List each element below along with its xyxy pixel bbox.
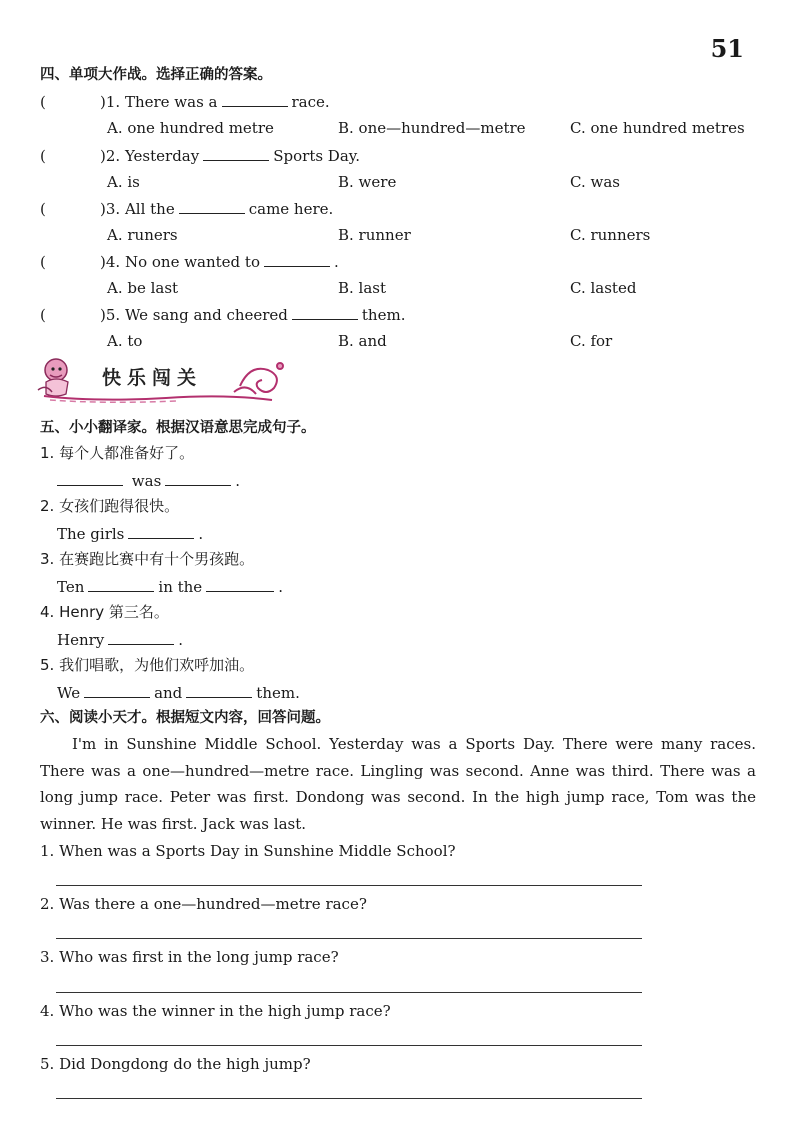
fill-blank[interactable] (108, 630, 174, 645)
option-c[interactable]: C. runners (570, 226, 651, 244)
mc-question-5: ( )5. We sang and cheered them. (40, 306, 406, 324)
reading-passage: I'm in Sunshine Middle School. Yesterday was a Sports Day. There were many races. There was a one—hundred—metre race. Lingling was second. Anne was third. There was a long jump race. Peter was first. Dondong was second. In the high jump race, Tom was the winner. He was first. Jack was last. (40, 735, 756, 833)
option-c[interactable]: C. one hundred metres (570, 119, 745, 137)
option-a[interactable]: A. to (107, 332, 143, 350)
fill-blank[interactable] (186, 683, 252, 698)
mc-question-1: ( )1. There was a race. (40, 93, 330, 111)
mc-question-3: ( )3. All the came here. (40, 200, 334, 218)
fill-blank[interactable] (165, 471, 231, 486)
option-c[interactable]: C. for (570, 332, 613, 350)
reading-question-1: 1. When was a Sports Day in Sunshine Middle School? (40, 842, 456, 860)
option-b[interactable]: B. were (338, 173, 397, 191)
happy-level-banner (36, 356, 288, 404)
reading-question-5: 5. Did Dongdong do the high jump? (40, 1055, 311, 1073)
translation-answer-4: Henry . (57, 631, 184, 649)
fill-blank[interactable] (222, 92, 288, 107)
page-number: 51 (710, 34, 744, 63)
answer-line-1[interactable] (56, 885, 642, 886)
option-c[interactable]: C. lasted (570, 279, 637, 297)
answer-line-2[interactable] (56, 938, 642, 939)
fill-blank[interactable] (88, 577, 154, 592)
option-b[interactable]: B. one—hundred—metre (338, 119, 526, 137)
fill-blank[interactable] (179, 199, 245, 214)
reading-question-2: 2. Was there a one—hundred—metre race? (40, 895, 367, 913)
translation-answer-5: We and them. (57, 684, 300, 702)
translation-answer-3: Ten in the . (57, 578, 283, 596)
translation-prompt-2: 2. 女孩们跑得很快。 (40, 497, 180, 515)
option-a[interactable]: A. be last (107, 279, 179, 297)
answer-line-3[interactable] (56, 992, 642, 993)
option-b[interactable]: B. and (338, 332, 387, 350)
fill-blank[interactable] (264, 252, 330, 267)
section4-heading: 四、单项大作战。选择正确的答案。 (40, 67, 272, 83)
reading-question-3: 3. Who was first in the long jump race? (40, 948, 339, 966)
translation-prompt-1: 1. 每个人都准备好了。 (40, 444, 195, 462)
option-a[interactable]: A. is (107, 173, 140, 191)
answer-paren[interactable]: ( (40, 253, 46, 271)
cartoon-figure-icon (38, 359, 68, 396)
answer-line-4[interactable] (56, 1045, 642, 1046)
answer-paren[interactable]: ( (40, 306, 46, 324)
mc-question-2: ( )2. Yesterday Sports Day. (40, 147, 361, 165)
answer-line-5[interactable] (56, 1098, 642, 1099)
mc-question-4: ( )4. No one wanted to . (40, 253, 339, 271)
answer-paren[interactable]: ( (40, 200, 46, 218)
section5-heading: 五、小小翻译家。根据汉语意思完成句子。 (40, 420, 316, 436)
fill-blank[interactable] (128, 524, 194, 539)
answer-paren[interactable]: ( (40, 147, 46, 165)
fill-blank[interactable] (203, 146, 269, 161)
section6-heading: 六、阅读小天才。根据短文内容，回答问题。 (40, 710, 330, 726)
translation-answer-1: was . (57, 471, 240, 490)
translation-prompt-3: 3. 在赛跑比赛中有十个男孩跑。 (40, 550, 255, 568)
option-a[interactable]: A. one hundred metre (107, 119, 274, 137)
answer-paren[interactable]: ( (40, 93, 46, 111)
option-c[interactable]: C. was (570, 173, 620, 191)
translation-answer-2: The girls . (57, 525, 204, 543)
reading-question-4: 4. Who was the winner in the high jump race? (40, 1002, 391, 1020)
translation-prompt-5: 5. 我们唱歌，为他们欢呼加油。 (40, 656, 255, 674)
option-b[interactable]: B. runner (338, 226, 411, 244)
banner-title: 快乐闯关 (102, 367, 203, 389)
translation-prompt-4: 4. Henry 第三名。 (40, 603, 169, 621)
fill-blank[interactable] (292, 305, 358, 320)
option-b[interactable]: B. last (338, 279, 387, 297)
fill-blank[interactable] (206, 577, 274, 592)
fill-blank[interactable] (57, 471, 123, 486)
fill-blank[interactable] (84, 683, 150, 698)
swirl-ornament-icon (234, 363, 283, 394)
option-a[interactable]: A. runers (107, 226, 178, 244)
